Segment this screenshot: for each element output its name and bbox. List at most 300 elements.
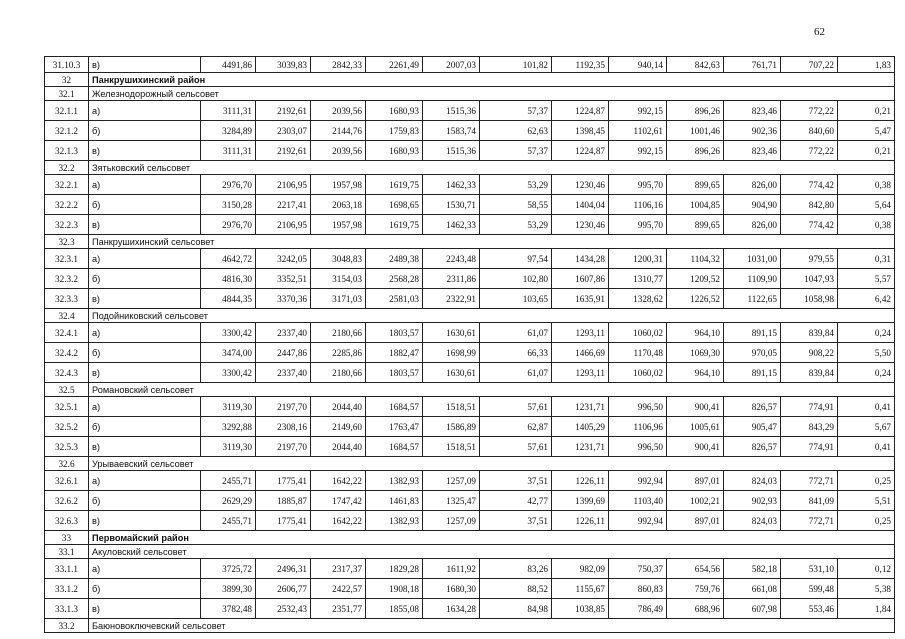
value-cell: 57,61: [480, 437, 552, 457]
row-label: а): [89, 397, 201, 417]
row-code: 33.1.3: [45, 599, 89, 619]
value-cell: 1803,57: [366, 363, 423, 383]
district-title: Панкрушихинский район: [89, 73, 895, 87]
row-code: 32.6.3: [45, 511, 89, 531]
value-cell: 774,91: [781, 397, 838, 417]
row-label: а): [89, 175, 201, 195]
value-cell: 61,07: [480, 363, 552, 383]
value-cell: 1680,30: [423, 579, 480, 599]
value-cell: 1325,47: [423, 491, 480, 511]
value-cell: 2180,66: [311, 363, 366, 383]
value-cell: 1684,57: [366, 397, 423, 417]
value-cell: 1642,22: [311, 471, 366, 491]
value-cell: 3048,83: [311, 249, 366, 269]
district-row: [45, 531, 895, 545]
value-cell: 1226,11: [552, 471, 609, 491]
value-cell: 1230,46: [552, 175, 609, 195]
row-label: в): [89, 437, 201, 457]
value-cell: 2180,66: [311, 323, 366, 343]
table-row: [45, 175, 895, 195]
table-row: [45, 363, 895, 383]
row-code: 32: [45, 73, 89, 87]
value-cell: 2842,33: [311, 57, 366, 73]
value-cell: 2422,57: [311, 579, 366, 599]
value-cell: 2243,48: [423, 249, 480, 269]
row-label: б): [89, 491, 201, 511]
value-cell: 900,41: [667, 437, 724, 457]
value-cell: 2044,40: [311, 437, 366, 457]
value-cell: 3300,42: [201, 323, 256, 343]
value-cell: 102,80: [480, 269, 552, 289]
table-row: [45, 141, 895, 161]
value-cell: 1230,46: [552, 215, 609, 235]
value-cell: 53,29: [480, 215, 552, 235]
value-cell: 1224,87: [552, 101, 609, 121]
value-cell: 1293,11: [552, 363, 609, 383]
value-cell: 1257,09: [423, 471, 480, 491]
value-cell: 2568,28: [366, 269, 423, 289]
value-cell: 992,94: [609, 511, 667, 531]
value-cell: 103,65: [480, 289, 552, 309]
value-cell: 599,48: [781, 579, 838, 599]
value-cell: 842,63: [667, 57, 724, 73]
row-code: 33.1.1: [45, 559, 89, 579]
value-cell: 1829,28: [366, 559, 423, 579]
value-cell: 654,56: [667, 559, 724, 579]
value-cell: 62,87: [480, 417, 552, 437]
row-code: 32.1.2: [45, 121, 89, 141]
section-title: Железнодорожный сельсовет: [89, 87, 895, 101]
table-row: [45, 195, 895, 215]
value-cell: 3150,28: [201, 195, 256, 215]
value-cell: 3352,51: [256, 269, 311, 289]
value-cell: 1763,47: [366, 417, 423, 437]
row-label: б): [89, 417, 201, 437]
row-code: 32.4.3: [45, 363, 89, 383]
value-cell: 607,98: [724, 599, 781, 619]
value-cell: 2303,07: [256, 121, 311, 141]
value-cell: 2308,16: [256, 417, 311, 437]
value-cell: 3292,88: [201, 417, 256, 437]
value-cell: 1698,99: [423, 343, 480, 363]
value-cell: 1328,62: [609, 289, 667, 309]
row-label: в): [89, 57, 201, 73]
value-cell: 2261,49: [366, 57, 423, 73]
table-row: [45, 417, 895, 437]
value-cell: 2285,86: [311, 343, 366, 363]
value-cell: 0,31: [838, 249, 895, 269]
value-cell: 1231,71: [552, 437, 609, 457]
row-code: 32.5: [45, 383, 89, 397]
row-code: 33.1.2: [45, 579, 89, 599]
value-cell: 982,09: [552, 559, 609, 579]
row-label: б): [89, 269, 201, 289]
table-row: [45, 511, 895, 531]
value-cell: 42,77: [480, 491, 552, 511]
table-row: [45, 471, 895, 491]
value-cell: 2976,70: [201, 175, 256, 195]
value-cell: 774,91: [781, 437, 838, 457]
value-cell: 1404,04: [552, 195, 609, 215]
row-code: 32.5.2: [45, 417, 89, 437]
row-code: 32.6.2: [45, 491, 89, 511]
value-cell: 1855,08: [366, 599, 423, 619]
value-cell: 1957,98: [311, 175, 366, 195]
value-cell: 841,09: [781, 491, 838, 511]
value-cell: 1759,83: [366, 121, 423, 141]
value-cell: 2489,38: [366, 249, 423, 269]
value-cell: 553,46: [781, 599, 838, 619]
table-row: [45, 249, 895, 269]
value-cell: 1224,87: [552, 141, 609, 161]
value-cell: 1518,51: [423, 437, 480, 457]
value-cell: 1170,48: [609, 343, 667, 363]
value-cell: 1060,02: [609, 363, 667, 383]
section-row: [45, 619, 895, 633]
value-cell: 1231,71: [552, 397, 609, 417]
value-cell: 3119,30: [201, 397, 256, 417]
value-cell: 4491,86: [201, 57, 256, 73]
value-cell: 1069,30: [667, 343, 724, 363]
value-cell: 1399,69: [552, 491, 609, 511]
value-cell: 2106,95: [256, 175, 311, 195]
value-cell: 1434,28: [552, 249, 609, 269]
value-cell: 5,51: [838, 491, 895, 511]
value-cell: 1957,98: [311, 215, 366, 235]
page-number: 62: [814, 26, 825, 38]
row-code: 32.4.2: [45, 343, 89, 363]
table-row: [45, 121, 895, 141]
value-cell: 1001,46: [667, 121, 724, 141]
value-cell: 842,80: [781, 195, 838, 215]
value-cell: 707,22: [781, 57, 838, 73]
value-cell: 786,49: [609, 599, 667, 619]
table-row: [45, 397, 895, 417]
table-row: [45, 491, 895, 511]
value-cell: 3300,42: [201, 363, 256, 383]
value-cell: 1398,45: [552, 121, 609, 141]
value-cell: 772,22: [781, 141, 838, 161]
table-row: [45, 599, 895, 619]
value-cell: 57,61: [480, 397, 552, 417]
table-row: [45, 57, 895, 73]
row-code: 32.3.3: [45, 289, 89, 309]
tariff-table: [44, 56, 895, 633]
value-cell: 88,52: [480, 579, 552, 599]
row-code: 32.5.3: [45, 437, 89, 457]
row-label: а): [89, 101, 201, 121]
row-label: б): [89, 121, 201, 141]
value-cell: 826,57: [724, 397, 781, 417]
table-body: [45, 57, 895, 633]
value-cell: 1031,00: [724, 249, 781, 269]
value-cell: 1462,33: [423, 215, 480, 235]
value-cell: 1,83: [838, 57, 895, 73]
value-cell: 826,00: [724, 175, 781, 195]
value-cell: 995,70: [609, 175, 667, 195]
value-cell: 2337,40: [256, 363, 311, 383]
section-title: Баюновоключевский сельсовет: [89, 619, 895, 633]
section-row: [45, 161, 895, 175]
section-row: [45, 87, 895, 101]
value-cell: 772,71: [781, 511, 838, 531]
value-cell: 1466,69: [552, 343, 609, 363]
value-cell: 5,57: [838, 269, 895, 289]
value-cell: 902,93: [724, 491, 781, 511]
value-cell: 1619,75: [366, 175, 423, 195]
value-cell: 1634,28: [423, 599, 480, 619]
row-label: в): [89, 599, 201, 619]
value-cell: 531,10: [781, 559, 838, 579]
section-title: Акуловский сельсовет: [89, 545, 895, 559]
value-cell: 761,71: [724, 57, 781, 73]
value-cell: 896,26: [667, 101, 724, 121]
value-cell: 897,01: [667, 471, 724, 491]
row-code: 32.1.1: [45, 101, 89, 121]
row-label: а): [89, 323, 201, 343]
value-cell: 3725,72: [201, 559, 256, 579]
value-cell: 0,25: [838, 471, 895, 491]
value-cell: 1619,75: [366, 215, 423, 235]
value-cell: 826,00: [724, 215, 781, 235]
value-cell: 1155,67: [552, 579, 609, 599]
value-cell: 1611,92: [423, 559, 480, 579]
value-cell: 1882,47: [366, 343, 423, 363]
value-cell: 823,46: [724, 101, 781, 121]
value-cell: 3782,48: [201, 599, 256, 619]
value-cell: 1530,71: [423, 195, 480, 215]
value-cell: 0,38: [838, 175, 895, 195]
value-cell: 1908,18: [366, 579, 423, 599]
row-label: б): [89, 579, 201, 599]
value-cell: 2455,71: [201, 511, 256, 531]
row-code: 32.3.2: [45, 269, 89, 289]
value-cell: 964,10: [667, 323, 724, 343]
table-row: [45, 343, 895, 363]
value-cell: 37,51: [480, 511, 552, 531]
value-cell: 839,84: [781, 323, 838, 343]
value-cell: 3171,03: [311, 289, 366, 309]
value-cell: 66,33: [480, 343, 552, 363]
value-cell: 996,50: [609, 397, 667, 417]
row-label: а): [89, 471, 201, 491]
row-label: а): [89, 559, 201, 579]
section-row: [45, 545, 895, 559]
value-cell: 2532,43: [256, 599, 311, 619]
value-cell: 5,64: [838, 195, 895, 215]
value-cell: 3154,03: [311, 269, 366, 289]
value-cell: 83,26: [480, 559, 552, 579]
value-cell: 1257,09: [423, 511, 480, 531]
value-cell: 1226,11: [552, 511, 609, 531]
value-cell: 908,22: [781, 343, 838, 363]
value-cell: 62,63: [480, 121, 552, 141]
value-cell: 1310,77: [609, 269, 667, 289]
value-cell: 4844,35: [201, 289, 256, 309]
value-cell: 1226,52: [667, 289, 724, 309]
value-cell: 2039,56: [311, 101, 366, 121]
value-cell: 57,37: [480, 101, 552, 121]
value-cell: 3039,83: [256, 57, 311, 73]
value-cell: 826,57: [724, 437, 781, 457]
value-cell: 902,36: [724, 121, 781, 141]
value-cell: 1038,85: [552, 599, 609, 619]
value-cell: 2192,61: [256, 101, 311, 121]
value-cell: 1122,65: [724, 289, 781, 309]
value-cell: 759,76: [667, 579, 724, 599]
value-cell: 772,71: [781, 471, 838, 491]
value-cell: 101,82: [480, 57, 552, 73]
value-cell: 823,46: [724, 141, 781, 161]
value-cell: 2455,71: [201, 471, 256, 491]
row-code: 31.10.3: [45, 57, 89, 73]
value-cell: 1630,61: [423, 363, 480, 383]
section-row: [45, 457, 895, 471]
value-cell: 1405,29: [552, 417, 609, 437]
value-cell: 940,14: [609, 57, 667, 73]
value-cell: 1698,65: [366, 195, 423, 215]
value-cell: 1002,21: [667, 491, 724, 511]
value-cell: 1382,93: [366, 511, 423, 531]
section-row: [45, 235, 895, 249]
value-cell: 1106,16: [609, 195, 667, 215]
value-cell: 57,37: [480, 141, 552, 161]
value-cell: 1004,85: [667, 195, 724, 215]
value-cell: 97,54: [480, 249, 552, 269]
row-label: в): [89, 363, 201, 383]
value-cell: 2106,95: [256, 215, 311, 235]
section-row: [45, 309, 895, 323]
row-code: 32.2.1: [45, 175, 89, 195]
value-cell: 1680,93: [366, 101, 423, 121]
value-cell: 1885,87: [256, 491, 311, 511]
value-cell: 1462,33: [423, 175, 480, 195]
row-code: 32.6.1: [45, 471, 89, 491]
row-label: б): [89, 343, 201, 363]
value-cell: 897,01: [667, 511, 724, 531]
value-cell: 3474,00: [201, 343, 256, 363]
value-cell: 840,60: [781, 121, 838, 141]
row-code: 32.3.1: [45, 249, 89, 269]
value-cell: 1680,93: [366, 141, 423, 161]
value-cell: 5,38: [838, 579, 895, 599]
value-cell: 2007,03: [423, 57, 480, 73]
value-cell: 1515,36: [423, 101, 480, 121]
value-cell: 1058,98: [781, 289, 838, 309]
value-cell: 992,15: [609, 101, 667, 121]
row-label: в): [89, 511, 201, 531]
section-title: Романовский сельсовет: [89, 383, 895, 397]
value-cell: 5,50: [838, 343, 895, 363]
value-cell: 1293,11: [552, 323, 609, 343]
value-cell: 824,03: [724, 511, 781, 531]
value-cell: 1586,89: [423, 417, 480, 437]
value-cell: 1583,74: [423, 121, 480, 141]
value-cell: 0,21: [838, 101, 895, 121]
value-cell: 1060,02: [609, 323, 667, 343]
value-cell: 1109,90: [724, 269, 781, 289]
section-row: [45, 383, 895, 397]
section-title: Зятьковский сельсовет: [89, 161, 895, 175]
value-cell: 896,26: [667, 141, 724, 161]
value-cell: 3111,31: [201, 141, 256, 161]
value-cell: 900,41: [667, 397, 724, 417]
value-cell: 2197,70: [256, 397, 311, 417]
section-title: Подойниковский сельсовет: [89, 309, 895, 323]
value-cell: 1461,83: [366, 491, 423, 511]
value-cell: 1747,42: [311, 491, 366, 511]
row-code: 32.5.1: [45, 397, 89, 417]
value-cell: 824,03: [724, 471, 781, 491]
value-cell: 0,12: [838, 559, 895, 579]
value-cell: 774,42: [781, 215, 838, 235]
value-cell: 2044,40: [311, 397, 366, 417]
value-cell: 84,98: [480, 599, 552, 619]
value-cell: 0,41: [838, 397, 895, 417]
value-cell: 0,24: [838, 323, 895, 343]
value-cell: 1200,31: [609, 249, 667, 269]
value-cell: 6,42: [838, 289, 895, 309]
table-row: [45, 269, 895, 289]
value-cell: 2337,40: [256, 323, 311, 343]
value-cell: 750,37: [609, 559, 667, 579]
value-cell: 0,38: [838, 215, 895, 235]
row-code: 32.3: [45, 235, 89, 249]
row-code: 32.1: [45, 87, 89, 101]
value-cell: 2629,29: [201, 491, 256, 511]
row-code: 32.4.1: [45, 323, 89, 343]
row-code: 32.4: [45, 309, 89, 323]
value-cell: 772,22: [781, 101, 838, 121]
value-cell: 1607,86: [552, 269, 609, 289]
value-cell: 1,84: [838, 599, 895, 619]
value-cell: 1104,32: [667, 249, 724, 269]
value-cell: 0,41: [838, 437, 895, 457]
table-row: [45, 579, 895, 599]
value-cell: 1192,35: [552, 57, 609, 73]
value-cell: 3119,30: [201, 437, 256, 457]
value-cell: 904,90: [724, 195, 781, 215]
value-cell: 1005,61: [667, 417, 724, 437]
value-cell: 2322,91: [423, 289, 480, 309]
value-cell: 1102,61: [609, 121, 667, 141]
value-cell: 899,65: [667, 215, 724, 235]
value-cell: 3370,36: [256, 289, 311, 309]
value-cell: 1382,93: [366, 471, 423, 491]
table-row: [45, 437, 895, 457]
district-row: [45, 73, 895, 87]
value-cell: 891,15: [724, 323, 781, 343]
value-cell: 2447,86: [256, 343, 311, 363]
row-code: 33: [45, 531, 89, 545]
district-title: Первомайский район: [89, 531, 895, 545]
value-cell: 899,65: [667, 175, 724, 195]
value-cell: 996,50: [609, 437, 667, 457]
value-cell: 1642,22: [311, 511, 366, 531]
value-cell: 995,70: [609, 215, 667, 235]
row-label: в): [89, 141, 201, 161]
section-title: Панкрушихинский сельсовет: [89, 235, 895, 249]
value-cell: 0,21: [838, 141, 895, 161]
table-row: [45, 323, 895, 343]
row-label: а): [89, 249, 201, 269]
value-cell: 860,83: [609, 579, 667, 599]
value-cell: 1515,36: [423, 141, 480, 161]
row-label: в): [89, 289, 201, 309]
value-cell: 774,42: [781, 175, 838, 195]
row-code: 32.1.3: [45, 141, 89, 161]
value-cell: 53,29: [480, 175, 552, 195]
